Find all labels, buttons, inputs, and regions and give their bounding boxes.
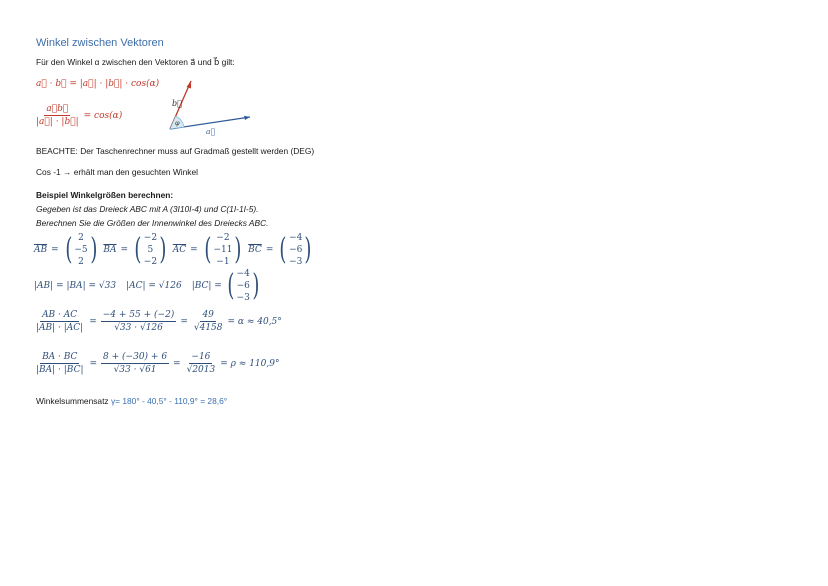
page-title: Winkel zwischen Vektoren	[36, 37, 164, 49]
winkelsumme-value: γ= 180° - 40,5° - 110,9° = 28,6°	[110, 396, 228, 406]
vector-ac: ( −2 −11 −1 )	[204, 232, 242, 267]
cos-formula-rhs: = cos(α)	[83, 110, 123, 121]
vector-ac-x: −2	[216, 233, 230, 243]
magnitude-bc-label: |BC| =	[191, 281, 222, 291]
vector-ab-z: 2	[78, 257, 84, 267]
label-b: b⃗	[172, 99, 182, 108]
magnitude-bc-x: −4	[236, 269, 250, 279]
example-task: Berechnen Sie die Größen der Innenwinkel des Dreiecks ABC.	[36, 218, 269, 228]
alpha-f2-den: √33 · √126	[114, 323, 163, 333]
alpha-f3-den: √4158	[193, 323, 223, 333]
vector-ac-y: −11	[213, 245, 233, 255]
vector-ba-x: −2	[143, 233, 158, 243]
vector-ba: ( −2 5 −2 )	[134, 232, 167, 267]
label-a: a⃗	[206, 127, 215, 136]
vector-ba-eq: =	[120, 245, 129, 255]
vector-ab-name: $\overline{AB}$	[34, 245, 48, 255]
beta-result: = ρ ≈ 110,9°	[220, 358, 280, 369]
intro-text: Für den Winkel α zwischen den Vektoren a⃗ und b⃗ gilt:	[36, 57, 235, 67]
vector-b-arrowhead	[187, 81, 192, 89]
winkelsumme-label: Winkelsummensatz	[36, 396, 111, 406]
beta-calculation: $\frac{BA \cdot BC}{|BA| \cdot |BC|}$ = $\frac{8 + (-30) + 6}{√33 \cdot √61}$ = $\frac{-16}{√2013}$ = ρ ≈ 110,9°	[36, 352, 280, 375]
magnitude-ab-ba: |AB| = |BA| = √33	[34, 281, 117, 291]
vector-bc-eq: =	[265, 245, 274, 255]
vector-ab-x: 2	[78, 233, 84, 243]
magnitude-bc-z: −3	[236, 293, 250, 303]
magnitude-bc-vector: ( −4 −6 −3 )	[227, 268, 260, 303]
vector-bc: ( −4 −6 −3 )	[279, 232, 312, 267]
vector-ac-eq: =	[190, 245, 198, 255]
beta-f1-den: |BA| · |BC|	[36, 365, 84, 375]
alpha-f3-num: 49	[202, 310, 214, 320]
vector-ab-eq: =	[51, 245, 59, 255]
alpha-calculation: $\frac{AB \cdot AC}{|AB| \cdot |AC|}$ = $\frac{-4 + 55 + (-2)}{√33 \cdot √126}$ = $\frac{49}{√4158}$ = α ≈ 40,5°	[36, 310, 282, 333]
example-given: Gegeben ist das Dreieck ABC mit A (3I10I-4) und C(1I-1I-5).	[36, 204, 259, 214]
vector-bc-x: −4	[289, 233, 303, 243]
vector-ab: ( 2 −5 2 )	[65, 232, 98, 267]
alpha-f1-num: AB · AC	[42, 310, 78, 320]
alpha-f1-den: |AB| · |AC|	[36, 323, 84, 333]
vector-ac-name: $\overline{AC}$	[172, 245, 187, 255]
beta-f3-den: √2013	[186, 365, 216, 375]
magnitude-bc-y: −6	[236, 281, 250, 291]
dot-product-formula: a⃗ · b⃗ = |a⃗| · |b⃗| · cos(α)	[36, 79, 160, 89]
winkelsumme-line	[36, 396, 227, 406]
beta-f3-num: −16	[191, 352, 211, 362]
vector-ac-z: −1	[216, 257, 230, 267]
alpha-f2-num: −4 + 55 + (−2)	[102, 310, 175, 320]
vector-bc-name: $\overline{BC}$	[248, 245, 262, 255]
label-angle: φ	[175, 119, 180, 127]
beta-f1-num: BA · BC	[42, 352, 78, 362]
vector-ba-name: $\overline{BA}$	[103, 245, 117, 255]
alpha-result: = α ≈ 40,5°	[227, 316, 282, 327]
vector-bc-y: −6	[289, 245, 303, 255]
cos-formula	[34, 104, 122, 127]
beta-f2-num: 8 + (−30) + 6	[103, 352, 168, 362]
vector-definitions	[34, 232, 314, 268]
vector-ba-y: 5	[147, 245, 154, 255]
vector-angle-diagram	[160, 74, 256, 136]
vector-a-arrowhead	[244, 116, 250, 120]
cos-formula-numerator: a⃗b⃗	[46, 104, 69, 114]
cos-inverse-note: Cos -1 → erhält man den gesuchten Winkel	[36, 167, 198, 177]
vector-ab-y: −5	[74, 245, 88, 255]
example-heading: Beispiel Winkelgrößen berechnen:	[36, 190, 174, 200]
magnitudes-row	[34, 268, 262, 304]
beta-f2-den: √33 · √61	[113, 365, 157, 375]
cos-formula-denominator: |a⃗| · |b⃗|	[36, 117, 79, 127]
beachte-note: BEACHTE: Der Taschenrechner muss auf Gradmaß gestellt werden (DEG)	[36, 146, 315, 156]
vector-bc-z: −3	[289, 257, 303, 267]
magnitude-ac: |AC| = √126	[126, 281, 182, 291]
vector-ba-z: −2	[143, 257, 158, 267]
